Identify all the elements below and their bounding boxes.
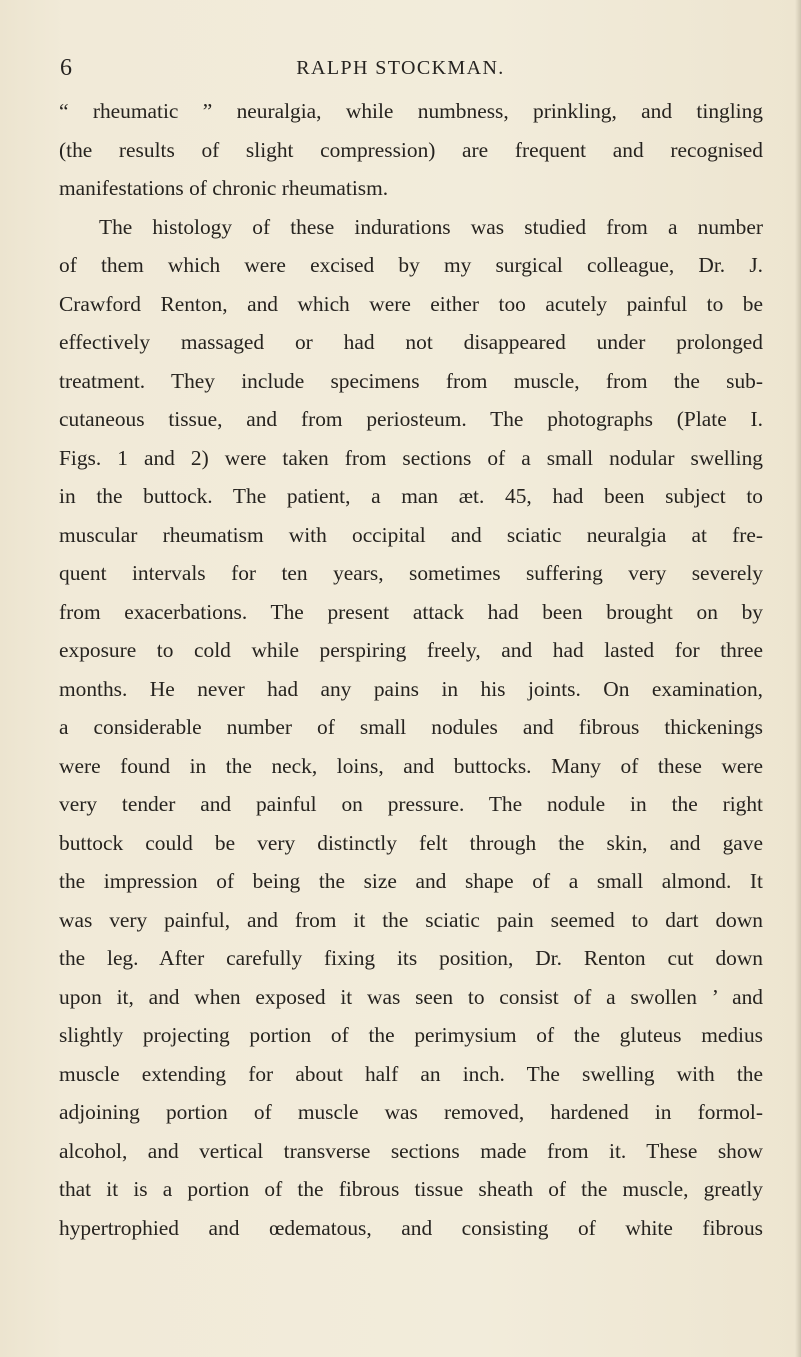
text-line: were found in the neck, loins, and buttocks. Many of these were [59, 753, 763, 778]
text-line: muscle extending for about half an inch. The swelling with the [59, 1061, 763, 1086]
page-header [0, 50, 801, 86]
text-line: from exacerbations. The present attack had been brought on by [59, 599, 763, 624]
text-line: treatment. They include specimens from muscle, from the sub- [59, 368, 763, 393]
text-line: very tender and painful on pressure. The nodule in the right [59, 792, 763, 816]
text-line: Crawford Renton, and which were either too acutely painful to be [59, 291, 763, 316]
text-line: upon it, and when exposed it was seen to consist of a swollen ’ and [59, 984, 763, 1009]
text-line: buttock could be very distinctly felt through the skin, and gave [59, 830, 763, 855]
body-text [59, 92, 763, 1247]
text-line: (the results of slight compression) are frequent and recognised [59, 137, 763, 162]
text-line: that it is a portion of the fibrous tissue sheath of the muscle, greatly [59, 1177, 763, 1201]
text-line: cutaneous tissue, and from periosteum. The photographs (Plate I. [59, 407, 763, 431]
text-line: slightly projecting portion of the perimysium of the gluteus medius [59, 1023, 763, 1047]
text-line: months. He never had any pains in his joints. On examination, [59, 676, 763, 701]
text-line: muscular rheumatism with occipital and sciatic neuralgia at fre- [59, 522, 763, 547]
text-line: The histology of these indurations was studied from a number [99, 214, 763, 239]
running-head: RALPH STOCKMAN. [296, 57, 505, 79]
text-line: adjoining portion of muscle was removed, hardened in formol- [59, 1100, 763, 1124]
page-number: 6 [60, 55, 72, 81]
text-line: manifestations of chronic rheumatism. [59, 176, 389, 200]
text-line: effectively massaged or had not disappeared under prolonged [59, 330, 763, 354]
text-line: in the buttock. The patient, a man æt. 45, had been subject to [59, 484, 763, 508]
text-line: Figs. 1 and 2) were taken from sections of a small nodular swelling [59, 445, 763, 470]
text-line: the impression of being the size and shape of a small almond. It [59, 869, 763, 893]
text-line: quent intervals for ten years, sometimes suffering very severely [59, 561, 763, 585]
text-line: of them which were excised by my surgical colleague, Dr. J. [59, 253, 763, 277]
text-line: was very painful, and from it the sciatic pain seemed to dart down [59, 907, 763, 932]
text-line: exposure to cold while perspiring freely, and had lasted for three [59, 638, 763, 662]
text-line: a considerable number of small nodules and fibrous thickenings [59, 715, 763, 739]
text-line: “ rheumatic ” neuralgia, while numbness, prinkling, and tingling [59, 99, 763, 123]
page-edge-shadow [795, 0, 801, 1357]
text-line: hypertrophied and œdematous, and consisting of white fibrous [59, 1215, 763, 1240]
text-line: the leg. After carefully fixing its position, Dr. Renton cut down [59, 946, 763, 970]
text-line: alcohol, and vertical transverse sections made from it. These show [59, 1138, 763, 1163]
